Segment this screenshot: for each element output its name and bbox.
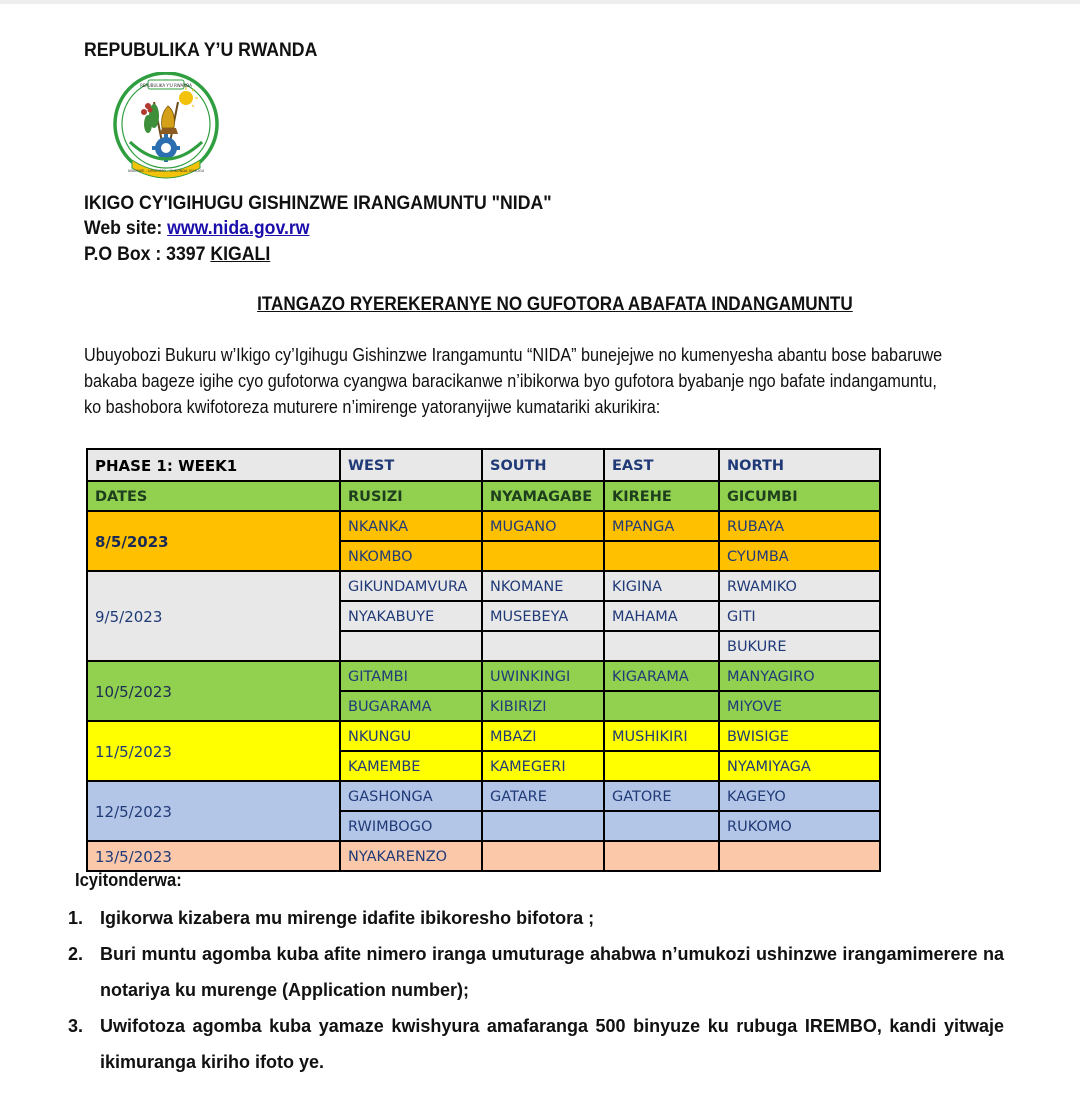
date-cell: 10/5/2023 — [87, 661, 340, 721]
sector-cell: MPANGA — [604, 511, 719, 541]
sector-cell: MUSEBEYA — [482, 601, 604, 631]
schedule-row — [87, 781, 880, 811]
sector-cell — [482, 541, 604, 571]
sector-cell: KAMEMBE — [340, 751, 482, 781]
agency-name: IKIGO CY'IGIHUGU GISHINZWE IRANGAMUNTU "NIDA" — [84, 193, 552, 214]
schedule-row — [87, 841, 880, 871]
sector-cell: NKOMANE — [482, 571, 604, 601]
pobox-line — [84, 244, 270, 266]
sector-cell: KIGINA — [604, 571, 719, 601]
sector-cell: NYAKABUYE — [340, 601, 482, 631]
date-cell: 12/5/2023 — [87, 781, 340, 841]
rwanda-coat-of-arms-icon — [110, 72, 222, 190]
sector-cell — [604, 841, 719, 871]
sector-cell: NYAMIYAGA — [719, 751, 880, 781]
schedule-row — [87, 661, 880, 691]
province-cell: SOUTH — [482, 449, 604, 481]
sector-cell: NKOMBO — [340, 541, 482, 571]
note-number: 3. — [68, 1016, 84, 1036]
top-border — [0, 0, 1080, 4]
sector-cell — [482, 631, 604, 661]
sector-cell — [482, 811, 604, 841]
sector-cell: GATORE — [604, 781, 719, 811]
schedule-row — [87, 571, 880, 601]
dates-header-cell: DATES — [87, 481, 340, 511]
sector-cell: GATARE — [482, 781, 604, 811]
sector-cell: KIGARAMA — [604, 661, 719, 691]
date-cell: 8/5/2023 — [87, 511, 340, 571]
note-number: 2. — [68, 944, 84, 964]
sector-cell: CYUMBA — [719, 541, 880, 571]
province-header-row — [87, 449, 880, 481]
svg-text:UBUMWE - UMURIMO - GUKUNDA IGI: UBUMWE - UMURIMO - GUKUNDA IGIHUGU — [127, 169, 205, 173]
sector-cell: BUGARAMA — [340, 691, 482, 721]
sector-cell: RWIMBOGO — [340, 811, 482, 841]
sector-cell: KAGEYO — [719, 781, 880, 811]
sector-cell: MIYOVE — [719, 691, 880, 721]
province-cell: EAST — [604, 449, 719, 481]
sector-cell: NKUNGU — [340, 721, 482, 751]
sector-cell: MUSHIKIRI — [604, 721, 719, 751]
sector-cell: RWAMIKO — [719, 571, 880, 601]
note-number: 1. — [68, 908, 84, 928]
sector-cell — [340, 631, 482, 661]
republic-heading: REPUBULIKA Y’U RWANDA — [84, 40, 318, 61]
intro-line: Ubuyobozi Bukuru w’Ikigo cy’Igihugu Gishinzwe Irangamuntu “NIDA” bunejejwe no kumenyesha abantu bose babaruwe — [84, 345, 943, 365]
note-text: Igikorwa kizabera mu mirenge idafite ibikoresho bifotora ; — [100, 908, 595, 928]
sector-cell: BWISIGE — [719, 721, 880, 751]
sector-cell: MBAZI — [482, 721, 604, 751]
website-label: Web site: — [84, 218, 168, 239]
note-item — [68, 1008, 1004, 1080]
district-cell: KIREHE — [604, 481, 719, 511]
sector-cell: KAMEGERI — [482, 751, 604, 781]
sector-cell — [604, 751, 719, 781]
sector-cell — [719, 841, 880, 871]
city-name: KIGALI — [210, 244, 271, 265]
province-cell: WEST — [340, 449, 482, 481]
website-link[interactable]: www.nida.gov.rw — [167, 218, 310, 239]
note-text: Buri muntu agomba kuba afite nimero iranga umuturage ahabwa n’umukozi ushinzwe irangamimerere na notariya ku murenge (Application number); — [100, 944, 1004, 1000]
sector-cell: UWINKINGI — [482, 661, 604, 691]
district-header-row — [87, 481, 880, 511]
sector-cell: NKANKA — [340, 511, 482, 541]
sector-cell — [604, 811, 719, 841]
sector-cell: GIKUNDAMVURA — [340, 571, 482, 601]
sector-cell: RUKOMO — [719, 811, 880, 841]
sector-cell — [604, 691, 719, 721]
sector-cell: BUKURE — [719, 631, 880, 661]
district-cell: RUSIZI — [340, 481, 482, 511]
sector-cell: MUGANO — [482, 511, 604, 541]
note-item — [68, 900, 1004, 936]
sector-cell: GASHONGA — [340, 781, 482, 811]
district-cell: GICUMBI — [719, 481, 880, 511]
schedule-row — [87, 721, 880, 751]
notes-list — [68, 900, 1004, 1080]
sector-cell: GITI — [719, 601, 880, 631]
svg-text:REPUBULIKA Y'U RWANDA: REPUBULIKA Y'U RWANDA — [140, 83, 192, 88]
intro-line: ko bashobora kwifotoreza muturere n’imirenge yatoranyijwe kumatariki akurikira: — [84, 397, 661, 417]
sector-cell — [604, 631, 719, 661]
date-cell: 9/5/2023 — [87, 571, 340, 661]
announcement-title: ITANGAZO RYEREKERANYE NO GUFOTORA ABAFATA INDANGAMUNTU — [257, 294, 853, 315]
sector-cell: KIBIRIZI — [482, 691, 604, 721]
sector-cell: MAHAMA — [604, 601, 719, 631]
phase-cell: PHASE 1: WEEK1 — [87, 449, 340, 481]
intro-paragraph — [84, 342, 1080, 420]
date-cell: 11/5/2023 — [87, 721, 340, 781]
sector-cell: NYAKARENZO — [340, 841, 482, 871]
note-text: Uwifotoza agomba kuba yamaze kwishyura amafaranga 500 binyuze ku rubuga IREMBO, kandi yitwaje ikimuranga kiriho ifoto ye. — [100, 1016, 1004, 1072]
sector-cell: GITAMBI — [340, 661, 482, 691]
district-cell: NYAMAGABE — [482, 481, 604, 511]
sector-cell: MANYAGIRO — [719, 661, 880, 691]
sector-cell — [604, 541, 719, 571]
schedule-table — [86, 448, 881, 872]
website-line — [84, 218, 309, 240]
notes-heading: Icyitonderwa: — [75, 870, 182, 890]
sector-cell — [482, 841, 604, 871]
schedule-row — [87, 511, 880, 541]
note-item — [68, 936, 1004, 1008]
province-cell: NORTH — [719, 449, 880, 481]
date-cell: 13/5/2023 — [87, 841, 340, 871]
sector-cell: RUBAYA — [719, 511, 880, 541]
pobox-label: P.O Box : 3397 — [84, 244, 211, 265]
intro-line: bakaba bageze igihe cyo gufotorwa cyangwa baracikanwe n’ibikorwa byo gufotora byabanje ngo bafate indangamuntu, — [84, 371, 937, 391]
